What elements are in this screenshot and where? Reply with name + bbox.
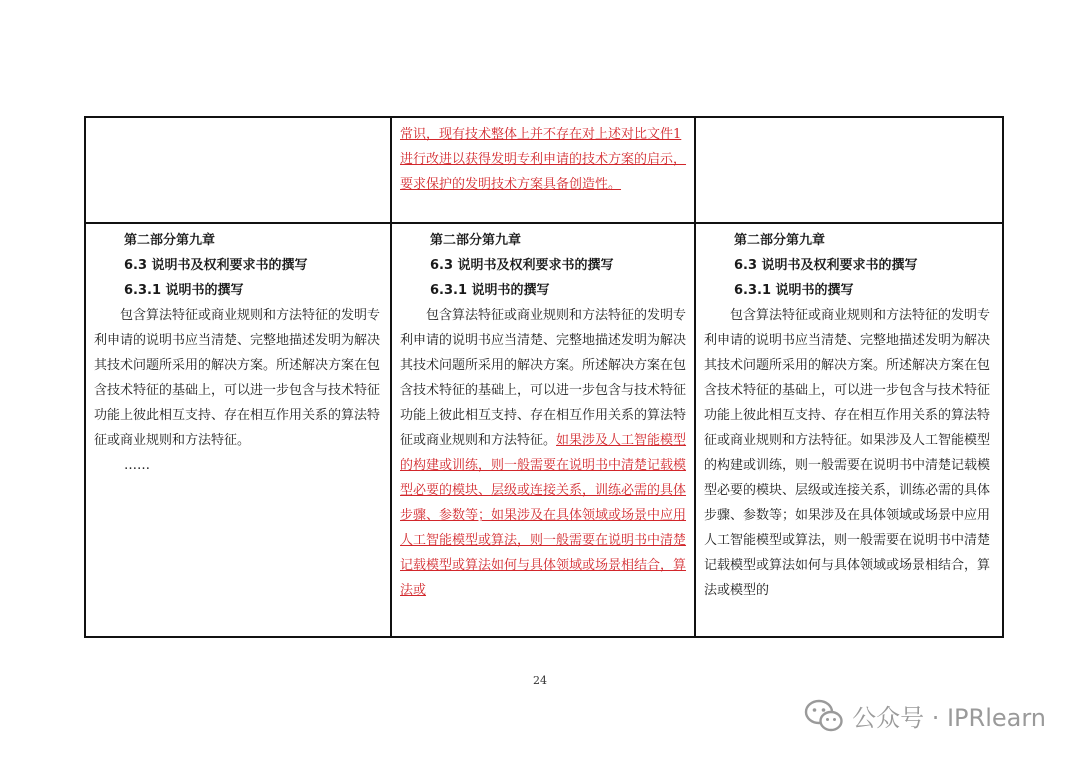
- ellipsis: ……: [124, 458, 150, 473]
- chapter-heading: 第二部分第九章: [430, 233, 522, 248]
- cell-revised-draft: [391, 223, 695, 637]
- cell-final-text: [695, 223, 1003, 637]
- table-row: [85, 223, 1003, 637]
- chapter-heading: 第二部分第九章: [734, 233, 826, 248]
- chapter-heading: 第二部分第九章: [124, 233, 216, 248]
- subsection-heading: 6.3.1 说明书的撰写: [124, 283, 244, 298]
- body-text: 包含算法特征或商业规则和方法特征的发明专利申请的说明书应当清楚、完整地描述发明为解决其技术问题所采用的解决方案。所述解决方案在包含技术特征的基础上，可以进一步包含与技术特征功能上彼此相互支持、存在相互作用关系的算法特征或商业规则和方法特征。: [94, 308, 381, 448]
- cell-top-col2: [391, 117, 695, 223]
- table-row: [85, 117, 1003, 223]
- cell-original-text: [85, 223, 391, 637]
- comparison-table: [84, 116, 1004, 638]
- section-heading: 6.3 说明书及权利要求书的撰写: [124, 258, 308, 273]
- subsection-heading: 6.3.1 说明书的撰写: [430, 283, 550, 298]
- watermark: [804, 698, 1046, 733]
- cell-top-col1: [85, 117, 391, 223]
- added-text: 如果涉及人工智能模型的构建或训练，则一般需要在说明书中清楚记载模型必要的模块、层级或连接关系，训练必需的具体步骤、参数等；如果涉及在具体领域或场景中应用人工智能模型或算法，则一般需要在说明书中清楚记载模型或算法如何与具体领域或场景相结合，算法或: [400, 433, 687, 598]
- section-heading: 6.3 说明书及权利要求书的撰写: [734, 258, 918, 273]
- cell-top-col3: [695, 117, 1003, 223]
- watermark-text: 公众号 · IPRlearn: [852, 704, 1046, 732]
- body-text: 包含算法特征或商业规则和方法特征的发明专利申请的说明书应当清楚、完整地描述发明为解决其技术问题所采用的解决方案。所述解决方案在包含技术特征的基础上，可以进一步包含与技术特征功能上彼此相互支持、存在相互作用关系的算法特征或商业规则和方法特征。如果涉及人工智能模型的构建或训练，则一般需要在说明书中清楚记载模型必要的模块、层级或连接关系，训练必需的具体步骤、参数等；如果涉及在具体领域或场景中应用人工智能模型或算法，则一般需要在说明书中清楚记载模型或算法如何与具体领域或场景相结合，算法或: [400, 308, 687, 598]
- subsection-heading: 6.3.1 说明书的撰写: [734, 283, 854, 298]
- body-text: 包含算法特征或商业规则和方法特征的发明专利申请的说明书应当清楚、完整地描述发明为解决其技术问题所采用的解决方案。所述解决方案在包含技术特征的基础上，可以进一步包含与技术特征功能上彼此相互支持、存在相互作用关系的算法特征或商业规则和方法特征。如果涉及人工智能模型的构建或训练，则一般需要在说明书中清楚记载模型必要的模块、层级或连接关系，训练必需的具体步骤、参数等；如果涉及在具体领域或场景中应用人工智能模型或算法，则一般需要在说明书中清楚记载模型或算法如何与具体领域或场景相结合，算法或模型的: [704, 308, 991, 598]
- page-number: 24: [533, 674, 547, 687]
- section-heading: 6.3 说明书及权利要求书的撰写: [430, 258, 614, 273]
- added-text: 常识，现有技术整体上并不存在对上述对比文件1进行改进以获得发明专利申请的技术方案的启示，要求保护的发明技术方案具备创造性。: [400, 127, 687, 192]
- wechat-icon: [804, 699, 844, 733]
